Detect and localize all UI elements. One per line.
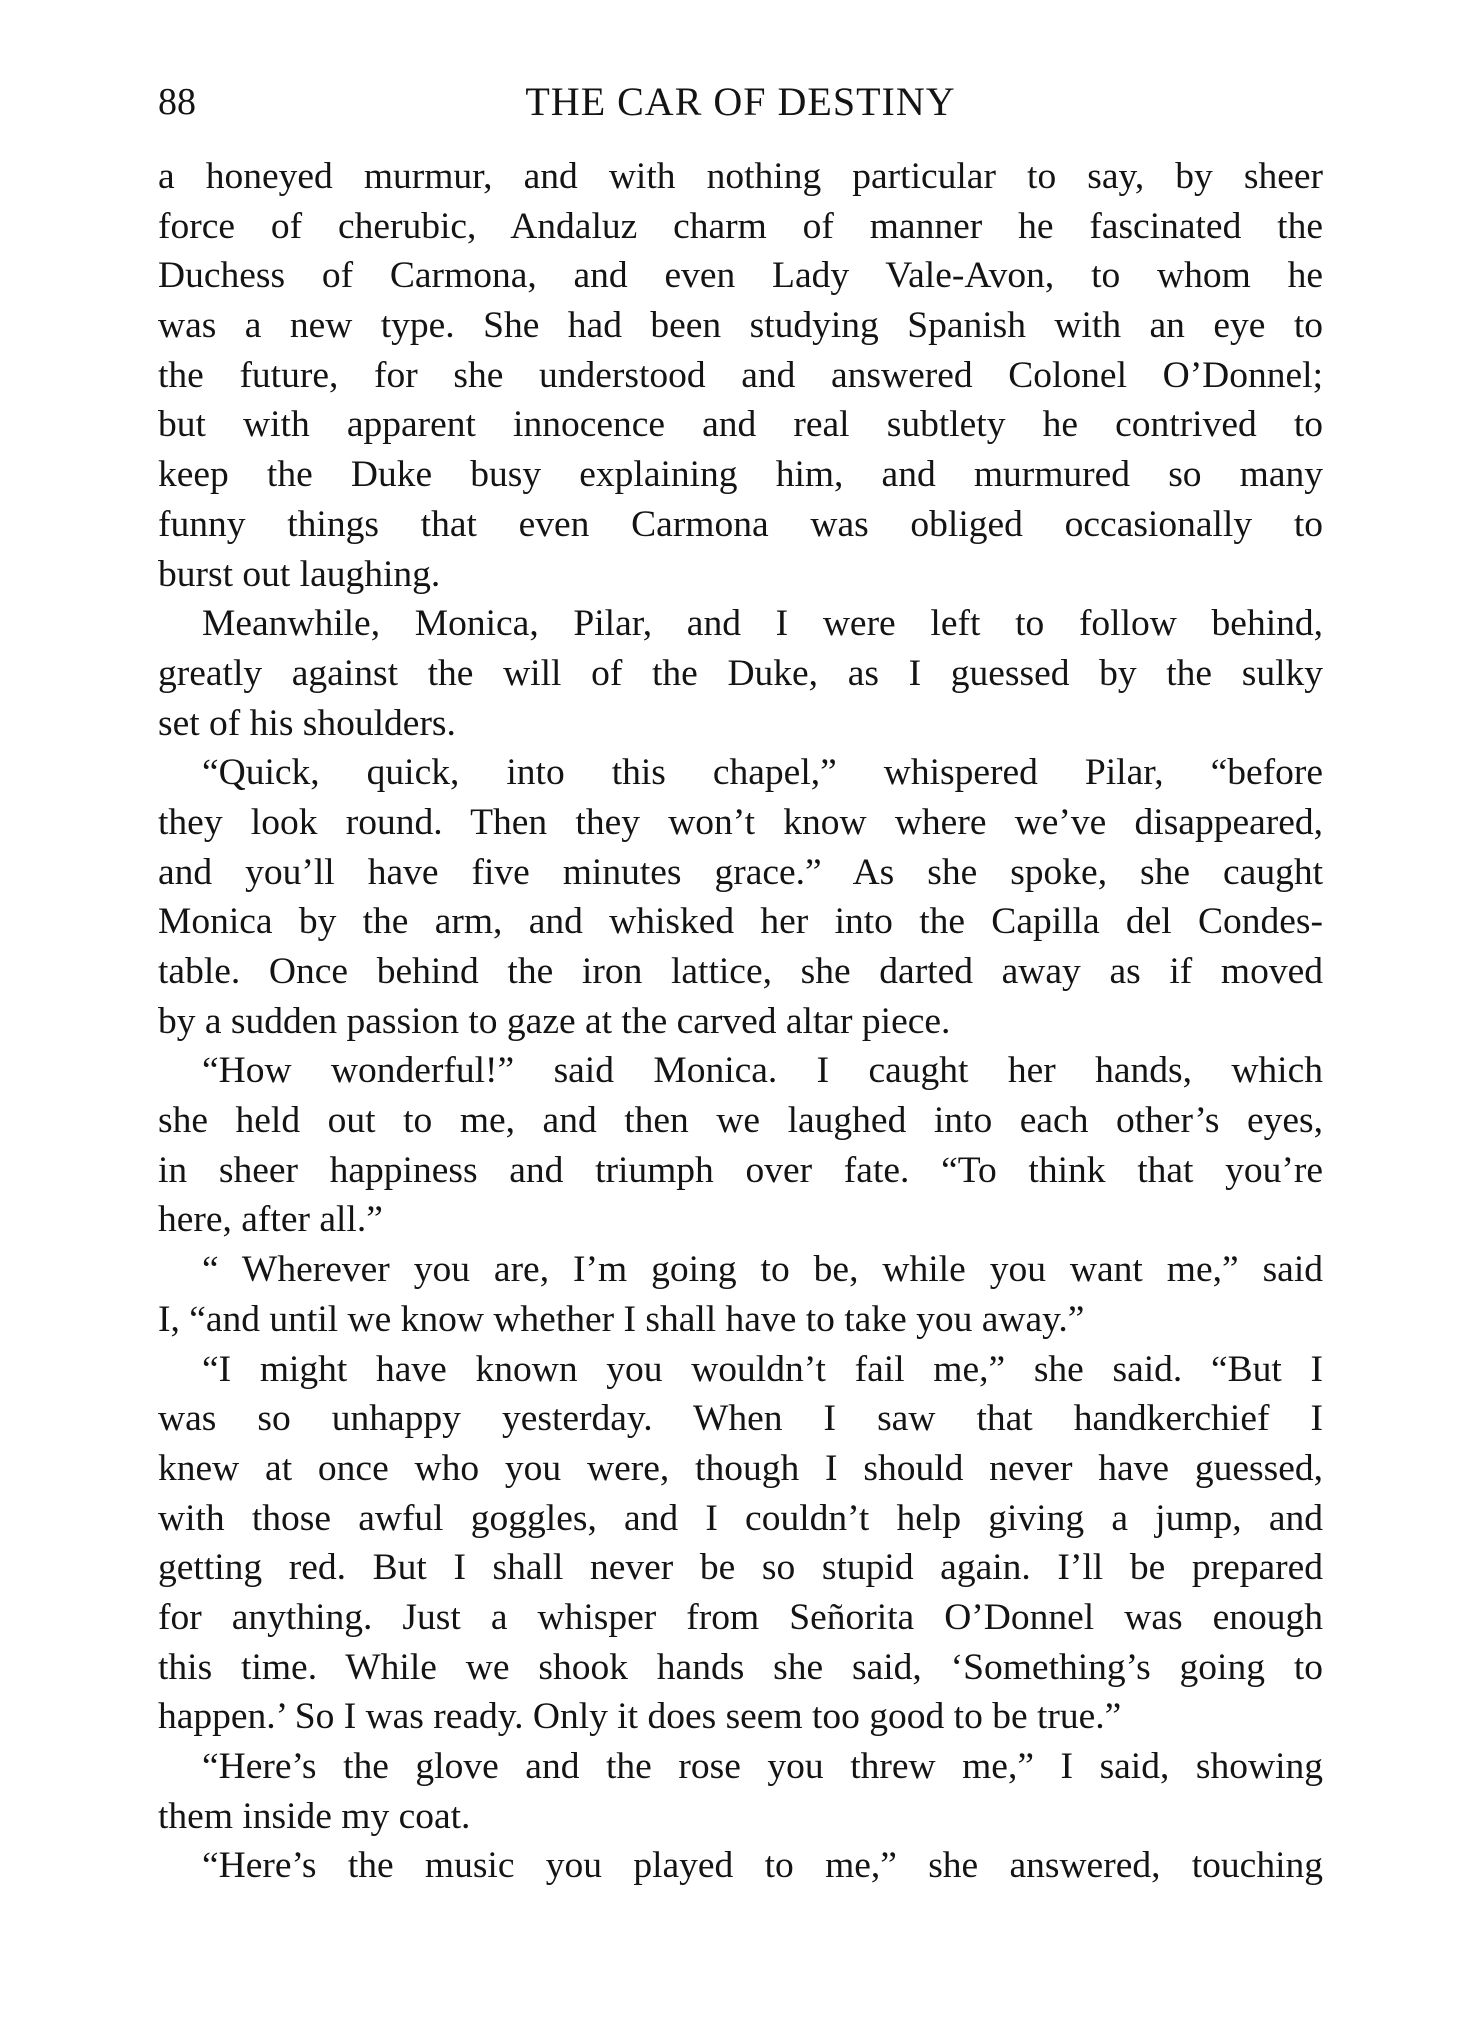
text-line: with those awful goggles, and I couldn’t help giving a jump, and	[158, 1497, 1323, 1539]
text-line: the future, for she understood and answered Colonel O’Donnel;	[158, 354, 1323, 396]
text-line: knew at once who you were, though I should never have guessed,	[158, 1447, 1323, 1489]
text-line: in sheer happiness and triumph over fate. “To think that you’re	[158, 1149, 1323, 1191]
text-line: and you’ll have five minutes grace.” As she spoke, she caught	[158, 851, 1323, 893]
text-line: was so unhappy yesterday. When I saw that handkerchief I	[158, 1398, 1323, 1440]
text-line: keep the Duke busy explaining him, and murmured so many	[158, 454, 1323, 496]
text-line: “Here’s the music you played to me,” she answered, touching	[202, 1845, 1323, 1887]
text-line: “I might have known you wouldn’t fail me,” she said. “But I	[202, 1348, 1323, 1390]
text-line: burst out laughing.	[158, 553, 441, 595]
text-line: them inside my coat.	[158, 1795, 471, 1837]
text-line: by a sudden passion to gaze at the carved altar piece.	[158, 1000, 951, 1042]
text-line: Meanwhile, Monica, Pilar, and I were left to follow behind,	[202, 603, 1323, 645]
text-line: they look round. Then they won’t know where we’ve disappeared,	[158, 801, 1323, 843]
text-line: for anything. Just a whisper from Señorita O’Donnel was enough	[158, 1596, 1323, 1638]
text-line: set of his shoulders.	[158, 702, 456, 744]
text-line: greatly against the will of the Duke, as I guessed by the sulky	[158, 652, 1323, 694]
body-text	[158, 152, 1323, 1891]
text-line: I, “and until we know whether I shall have to take you away.”	[158, 1298, 1085, 1340]
text-line: here, after all.”	[158, 1199, 383, 1241]
text-line: Duchess of Carmona, and even Lady Vale-Avon, to whom he	[158, 255, 1323, 297]
text-line: “Here’s the glove and the rose you threw me,” I said, showing	[202, 1746, 1323, 1787]
running-title: THE CAR OF DESTINY	[525, 79, 956, 124]
text-line: a honeyed murmur, and with nothing particular to say, by sheer	[158, 156, 1323, 197]
text-line: getting red. But I shall never be so stupid again. I’ll be prepared	[158, 1547, 1323, 1589]
text-line: was a new type. She had been studying Spanish with an eye to	[158, 305, 1323, 347]
page-number: 88	[158, 81, 196, 123]
text-line: but with apparent innocence and real subtlety he contrived to	[158, 404, 1323, 446]
text-line: happen.’ So I was ready. Only it does seem too good to be true.”	[158, 1696, 1122, 1738]
text-line: Monica by the arm, and whisked her into the Capilla del Condes-	[158, 901, 1323, 943]
text-line: she held out to me, and then we laughed into each other’s eyes,	[158, 1100, 1323, 1142]
text-line: “How wonderful!” said Monica. I caught her hands, which	[202, 1050, 1323, 1092]
text-line: table. Once behind the iron lattice, she darted away as if moved	[158, 951, 1323, 992]
page-header	[158, 72, 1323, 132]
text-line: “Quick, quick, into this chapel,” whispered Pilar, “before	[202, 752, 1323, 794]
text-line: funny things that even Carmona was obliged occasionally to	[158, 503, 1323, 545]
text-line: “ Wherever you are, I’m going to be, while you want me,” said	[202, 1249, 1323, 1291]
text-line: force of cherubic, Andaluz charm of manner he fascinated the	[158, 205, 1323, 247]
text-line: this time. While we shook hands she said, ‘Something’s going to	[158, 1646, 1323, 1688]
